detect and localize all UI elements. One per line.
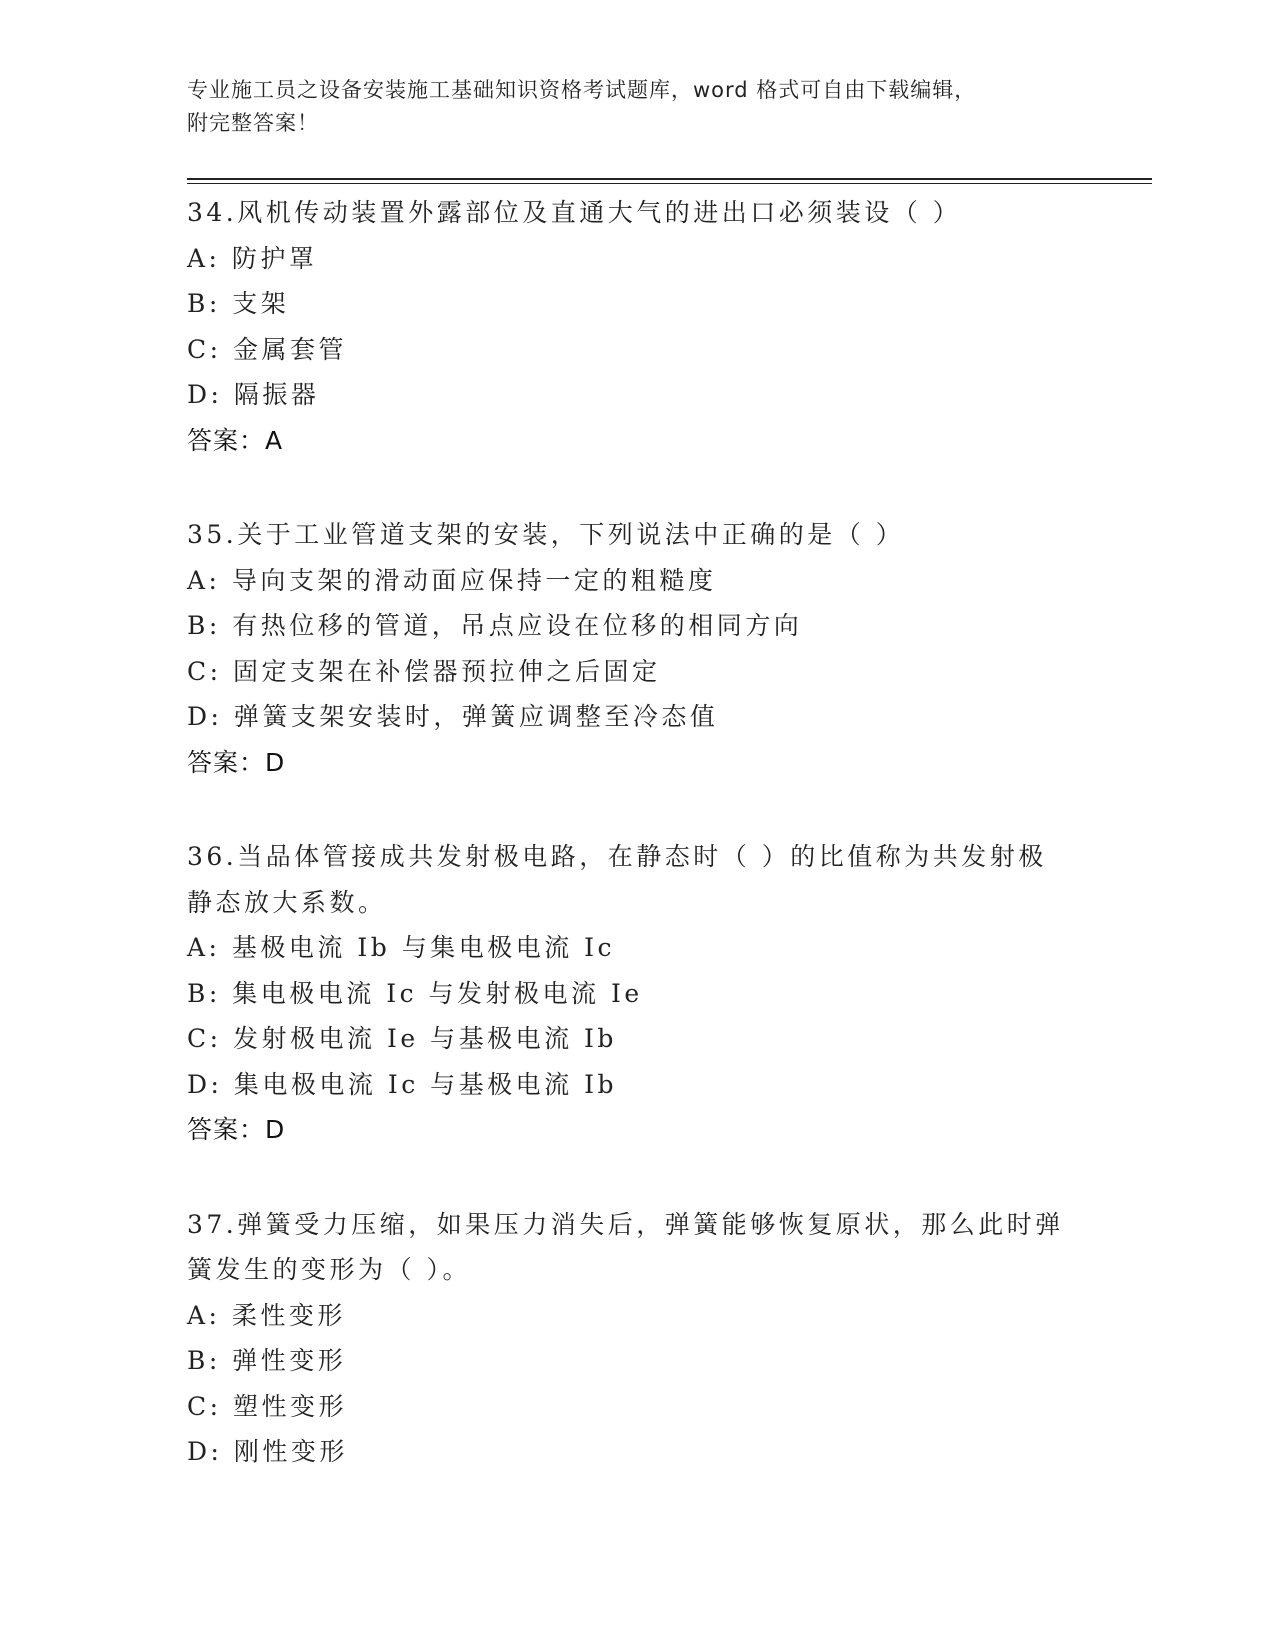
- document-header: [187, 74, 1087, 140]
- question-stem: 35.关于工业管道支架的安装，下列说法中正确的是（ ）: [187, 520, 905, 549]
- option-c: C: 金属套管: [187, 334, 347, 364]
- question-36: [187, 834, 1087, 1153]
- option-a: A: 基极电流 Ib 与集电极电流 Ic: [187, 933, 616, 962]
- question-stem: 37.弹簧受力压缩，如果压力消失后，弹簧能够恢复原状，那么此时弹: [187, 1209, 1064, 1239]
- question-35: [187, 512, 1087, 785]
- question-37: [187, 1202, 1087, 1475]
- option-b: B: 集电极电流 Ic 与发射极电流 Ie: [187, 978, 643, 1008]
- option-d: D: 集电极电流 Ic 与基极电流 Ib: [187, 1069, 618, 1099]
- question-stem-continued: 静态放大系数。: [187, 887, 387, 917]
- option-d: D: 弹簧支架安装时，弹簧应调整至冷态值: [187, 702, 719, 731]
- answer: 答案：A: [187, 425, 284, 455]
- header-line-2: 附完整答案！: [187, 111, 319, 135]
- option-a: A: 防护罩: [187, 243, 318, 273]
- option-a: A: 柔性变形: [187, 1300, 346, 1330]
- option-b: B: 支架: [187, 289, 290, 318]
- header-line-1: 专业施工员之设备安装施工基础知识资格考试题库，word 格式可自由下载编辑，: [187, 78, 977, 102]
- question-34: [187, 190, 1087, 463]
- header-divider-thin: [187, 183, 1152, 184]
- option-d: D: 隔振器: [187, 380, 320, 409]
- option-c: C: 固定支架在补偿器预拉伸之后固定: [187, 656, 661, 686]
- option-d: D: 刚性变形: [187, 1437, 348, 1466]
- option-b: B: 弹性变形: [187, 1346, 347, 1375]
- question-list: [187, 190, 1087, 1524]
- option-b: B: 有热位移的管道，吊点应设在位移的相同方向: [187, 611, 803, 640]
- header-divider: [187, 178, 1152, 180]
- answer: 答案：D: [187, 747, 286, 777]
- answer: 答案：D: [187, 1115, 286, 1144]
- question-stem: 36.当品体管接成共发射极电路，在静态时（ ）的比值称为共发射极: [187, 842, 1047, 871]
- question-stem-continued: 簧发生的变形为（ ）。: [187, 1255, 471, 1284]
- option-a: A: 导向支架的滑动面应保持一定的粗糙度: [187, 565, 717, 595]
- option-c: C: 塑性变形: [187, 1391, 347, 1421]
- option-c: C: 发射极电流 Ie 与基极电流 Ib: [187, 1024, 617, 1053]
- question-stem: 34.风机传动装置外露部位及直通大气的进出口必须装设（ ）: [187, 198, 962, 227]
